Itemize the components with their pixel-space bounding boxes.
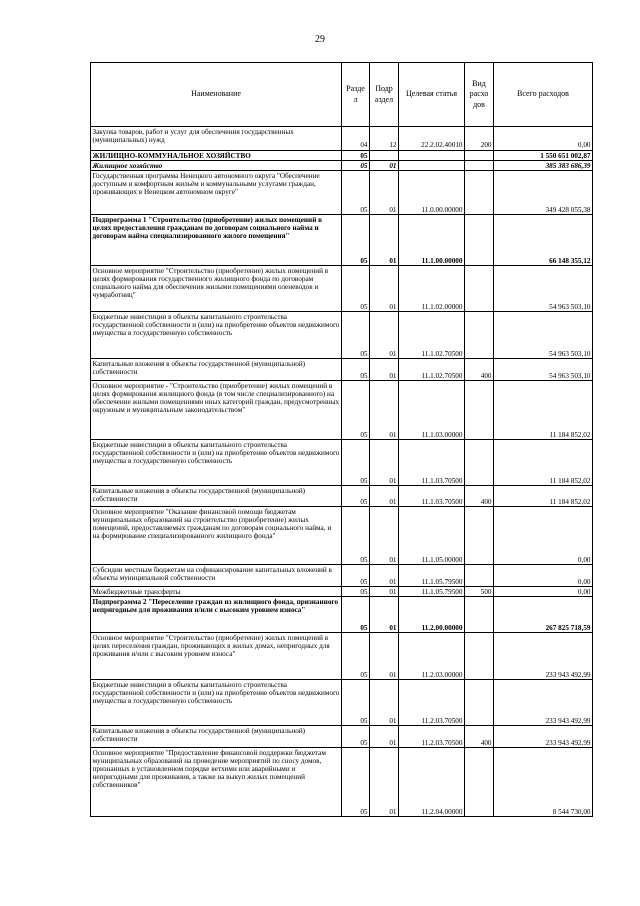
row-target: 11.1.03.70500 xyxy=(399,440,465,486)
row-subsection: 01 xyxy=(370,633,399,680)
row-name: Основное мероприятие "Строительство (приобретение) жилых помещений в целях формирования государственного жилищного фонда по договорам социального найма для обеспечения жилыми помещениями оленеводов и чумработниц" xyxy=(91,266,342,312)
row-section: 05 xyxy=(342,486,370,507)
row-section: 05 xyxy=(342,359,370,381)
row-subsection: 01 xyxy=(370,440,399,486)
row-target: 11.1.05.79500 xyxy=(399,565,465,587)
row-name: Государственная программа Ненецкого автономного округа "Обеспечение доступным и комфортным жильём и коммунальными услугами граждан, проживающих в Ненецком автономном округе" xyxy=(91,171,342,215)
row-section: 05 xyxy=(342,161,370,171)
row-section: 05 xyxy=(342,440,370,486)
row-subsection: 01 xyxy=(370,215,399,266)
row-total: 66 148 355,12 xyxy=(494,215,593,266)
row-expense-type: 400 xyxy=(465,726,494,748)
row-expense-type: 500 xyxy=(465,587,494,597)
table-row xyxy=(91,215,593,266)
row-expense-type xyxy=(465,312,494,359)
table-row xyxy=(91,127,593,151)
row-target: 11.2.03.70500 xyxy=(399,726,465,748)
row-expense-type: 200 xyxy=(465,127,494,151)
row-name: Закупка товаров, работ и услуг для обеспечения государственных (муниципальных) нужд xyxy=(91,127,342,151)
row-section: 05 xyxy=(342,587,370,597)
row-name: Бюджетные инвестиции в объекты капитального строительства государственной собственности и (или) на приобретение объектов недвижимого имущества в государственную собственность xyxy=(91,680,342,726)
row-name: Бюджетные инвестиции в объекты капитального строительства государственной собственности и (или) на приобретение объектов недвижимого имущества в государственную собственность xyxy=(91,440,342,486)
budget-table xyxy=(90,62,593,817)
page-number: 29 xyxy=(315,34,325,45)
row-subsection: 12 xyxy=(370,127,399,151)
table-row xyxy=(91,161,593,171)
row-name: Основное мероприятие "Оказание финансовой помощи бюджетам муниципальных образований на строительство (приобретение) жилых помещений, предоставляемых гражданам по договорам социального найма, и на формирование специализированного жилищного фонда" xyxy=(91,507,342,565)
row-total: 349 428 055,38 xyxy=(494,171,593,215)
row-total: 54 963 503,10 xyxy=(494,359,593,381)
row-name: Подпрограмма 1 "Строительство (приобретение) жилых помещений в целях предоставления гражданам по договорам социального найма и договорам найма специализированного жилого помещения" xyxy=(91,215,342,266)
row-subsection: 01 xyxy=(370,359,399,381)
row-name: Бюджетные инвестиции в объекты капитального строительства государственной собственности и (или) на приобретение объектов недвижимого имущества в государственную собственность xyxy=(91,312,342,359)
row-total: 385 383 686,39 xyxy=(494,161,593,171)
table-row xyxy=(91,381,593,440)
row-target: 11.2.03.00000 xyxy=(399,633,465,680)
row-section: 05 xyxy=(342,726,370,748)
row-target: 11.2.00.00000 xyxy=(399,597,465,633)
header-section: Разде л xyxy=(342,63,370,127)
row-expense-type xyxy=(465,633,494,680)
row-expense-type xyxy=(465,507,494,565)
row-name: Субсидии местным бюджетам на софинансирование капитальных вложений в объекты муниципальной собственности xyxy=(91,565,342,587)
row-section: 05 xyxy=(342,565,370,587)
row-section: 05 xyxy=(342,171,370,215)
table-row xyxy=(91,171,593,215)
row-subsection: 01 xyxy=(370,748,399,817)
row-subsection: 01 xyxy=(370,587,399,597)
row-subsection: 01 xyxy=(370,680,399,726)
row-section: 05 xyxy=(342,748,370,817)
row-target: 11.1.02.70500 xyxy=(399,312,465,359)
row-expense-type xyxy=(465,171,494,215)
header-subsection: Подр аздел xyxy=(370,63,399,127)
row-subsection: 01 xyxy=(370,726,399,748)
header-total: Всего расходов xyxy=(494,63,593,127)
row-total: 233 943 492,99 xyxy=(494,633,593,680)
row-expense-type: 400 xyxy=(465,486,494,507)
row-name: Основное мероприятие "Строительство (приобретение) жилых помещений в целях переселения граждан, проживающих в жилых домах, непригодных для проживания и/или с высоким уровнем износа" xyxy=(91,633,342,680)
header-name: Наименование xyxy=(91,63,342,127)
row-name: Основное мероприятие "Предоставление финансовой поддержки бюджетам муниципальных образований на проведение мероприятий по сносу домов, признанных в установленном порядке ветхими или аварийными и непригодными для проживания, а также на выкуп жилых помещений собственников" xyxy=(91,748,342,817)
row-target: 11.1.02.00000 xyxy=(399,266,465,312)
row-section: 05 xyxy=(342,597,370,633)
row-target: 11.0.00.00000 xyxy=(399,171,465,215)
row-section: 05 xyxy=(342,151,370,161)
table-row xyxy=(91,565,593,587)
row-target: 11.1.02.70500 xyxy=(399,359,465,381)
row-expense-type xyxy=(465,161,494,171)
row-subsection: 01 xyxy=(370,565,399,587)
row-total: 0,00 xyxy=(494,507,593,565)
row-section: 05 xyxy=(342,312,370,359)
row-section: 05 xyxy=(342,680,370,726)
header-target: Целевая статья xyxy=(399,63,465,127)
row-total: 11 184 852,02 xyxy=(494,381,593,440)
table-row xyxy=(91,726,593,748)
table-row xyxy=(91,507,593,565)
table-row xyxy=(91,633,593,680)
row-total: 54 963 503,10 xyxy=(494,312,593,359)
row-target: 11.2.03.70500 xyxy=(399,680,465,726)
row-target: 11.1.05.00000 xyxy=(399,507,465,565)
table-header-row xyxy=(91,63,593,127)
row-total: 11 184 852,02 xyxy=(494,486,593,507)
table-row xyxy=(91,151,593,161)
row-subsection: 01 xyxy=(370,597,399,633)
row-section: 05 xyxy=(342,215,370,266)
row-total: 0,00 xyxy=(494,127,593,151)
table-row xyxy=(91,587,593,597)
row-expense-type xyxy=(465,680,494,726)
row-name: Капитальные вложения в объекты государственной (муниципальной) собственности xyxy=(91,359,342,381)
row-section: 04 xyxy=(342,127,370,151)
row-section: 05 xyxy=(342,266,370,312)
row-subsection: 01 xyxy=(370,486,399,507)
row-target: 11.1.00.00000 xyxy=(399,215,465,266)
row-total: 1 550 651 002,87 xyxy=(494,151,593,161)
row-subsection xyxy=(370,151,399,161)
table-row xyxy=(91,486,593,507)
row-total: 8 544 730,00 xyxy=(494,748,593,817)
row-subsection: 01 xyxy=(370,171,399,215)
row-expense-type xyxy=(465,440,494,486)
row-target: 11.2.04.00000 xyxy=(399,748,465,817)
row-total: 54 963 503,10 xyxy=(494,266,593,312)
row-total: 0,00 xyxy=(494,587,593,597)
row-expense-type xyxy=(465,266,494,312)
table-row xyxy=(91,266,593,312)
row-total: 233 943 492,99 xyxy=(494,680,593,726)
row-target: 11.1.03.70500 xyxy=(399,486,465,507)
row-name: Подпрограмма 2 "Переселение граждан из жилищного фонда, признанного непригодным для проживания и/или с высоким уровнем износа" xyxy=(91,597,342,633)
table-row xyxy=(91,359,593,381)
row-subsection: 01 xyxy=(370,312,399,359)
row-total: 11 184 852,02 xyxy=(494,440,593,486)
row-name: Основное мероприятие - "Строительство (приобретение) жилых помещений в целях формирования жилищного фонда (в том числе специализированного) на обеспечение жилыми помещениями иных категорий граждан, предусмотренных окружным и муниципальным законодательством" xyxy=(91,381,342,440)
row-subsection: 01 xyxy=(370,507,399,565)
row-target: 11.1.03.00000 xyxy=(399,381,465,440)
row-target: 11.1.05.79500 xyxy=(399,587,465,597)
row-target xyxy=(399,151,465,161)
table-row xyxy=(91,597,593,633)
row-section: 05 xyxy=(342,507,370,565)
table-row xyxy=(91,440,593,486)
table-row xyxy=(91,680,593,726)
row-expense-type xyxy=(465,215,494,266)
row-expense-type xyxy=(465,565,494,587)
row-target: 22.2.02.40010 xyxy=(399,127,465,151)
row-name: Капитальные вложения в объекты государственной (муниципальной) собственности xyxy=(91,726,342,748)
row-section: 05 xyxy=(342,381,370,440)
row-subsection: 01 xyxy=(370,266,399,312)
table-row xyxy=(91,312,593,359)
row-expense-type xyxy=(465,748,494,817)
row-target xyxy=(399,161,465,171)
row-expense-type xyxy=(465,151,494,161)
table-row xyxy=(91,748,593,817)
row-name: Капитальные вложения в объекты государственной (муниципальной) собственности xyxy=(91,486,342,507)
row-subsection: 01 xyxy=(370,161,399,171)
row-total: 0,00 xyxy=(494,565,593,587)
row-expense-type xyxy=(465,597,494,633)
row-expense-type: 400 xyxy=(465,359,494,381)
row-total: 267 825 718,59 xyxy=(494,597,593,633)
row-expense-type xyxy=(465,381,494,440)
row-name: ЖИЛИЩНО-КОММУНАЛЬНОЕ ХОЗЯЙСТВО xyxy=(91,151,342,161)
header-expense-type: Вид расхо дов xyxy=(465,63,494,127)
row-name: Жилищное хозяйство xyxy=(91,161,342,171)
row-subsection: 01 xyxy=(370,381,399,440)
row-section: 05 xyxy=(342,633,370,680)
row-total: 233 943 492,99 xyxy=(494,726,593,748)
row-name: Межбюджетные трансферты xyxy=(91,587,342,597)
